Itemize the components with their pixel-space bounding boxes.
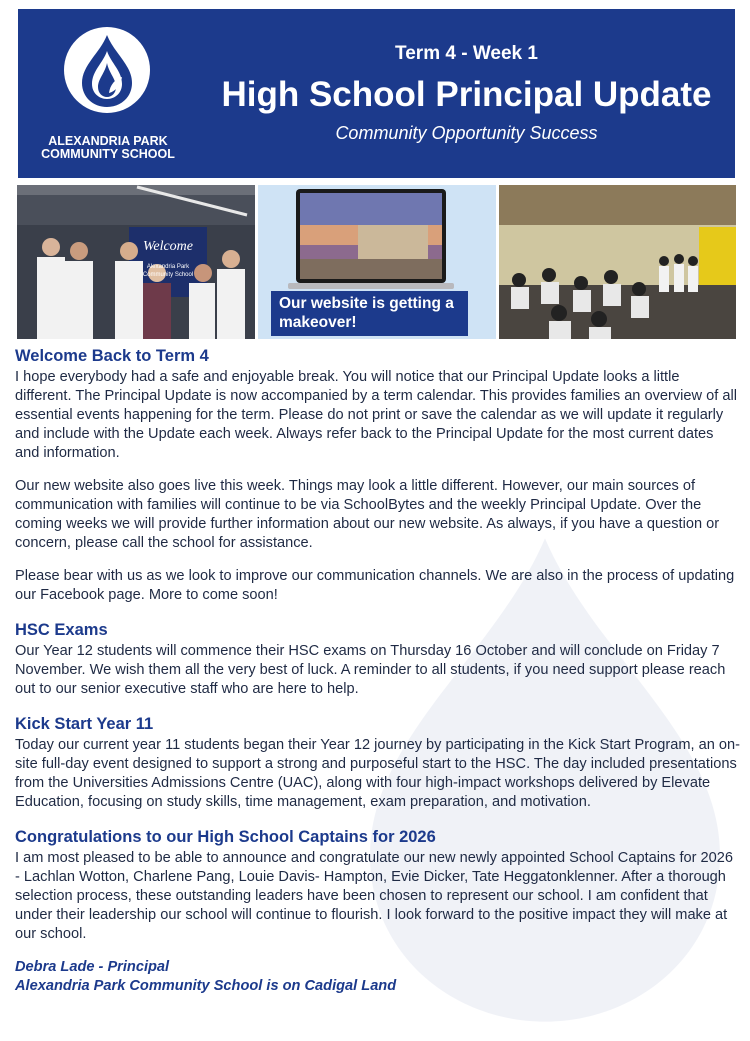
section-heading: Congratulations to our High School Captains for 2026 xyxy=(15,828,436,846)
section-heading: HSC Exams xyxy=(15,621,108,639)
paragraph: I am most pleased to be able to announce and congratulate our new newly appointed School Captains for 2026 - Lachlan Wotton, Charlene Pang, Louie Davis- Hampton, Evie Dicker, Tate Heggatonklenner. After a thorough selection process, these outstanding leaders have been chosen to represent our school. I am confident that under their leadership our school will continue to flourish. I look forward to the positive impact they will make at our school. xyxy=(15,850,734,942)
paragraph: Our new website also goes live this week. Things may look a little different. However, our main sources of communication with families will continue to be via SchoolBytes and the weekly Principal Update. Over the coming weeks we will provide further information about our new website. As always, if you have a question or concern, please call the school for assistance. xyxy=(15,478,720,551)
paragraph: I hope everybody had a safe and enjoyable break. You will notice that our Principal Update looks a little different. The Principal Update is now accompanied by a term calendar. This provides families an overview of all essential events happening for the term. Please do not print or save the calendar as we will update it regularly and include with the Update each week. Always refer back to the Principal Update for the most current dates and information. xyxy=(15,369,737,461)
section-kick-start xyxy=(15,713,740,812)
photo-students-welcome xyxy=(17,185,255,339)
header-banner xyxy=(18,9,735,178)
signature-land: Alexandria Park Community School is on Cadigal Land xyxy=(15,978,397,994)
page-title: High School Principal Update xyxy=(221,75,712,114)
photo-website-laptop xyxy=(258,185,496,339)
welcome-sign-subtext: Alexandria Park Community School xyxy=(142,264,194,278)
section-heading: Kick Start Year 11 xyxy=(15,715,154,733)
term-week: Term 4 - Week 1 xyxy=(395,43,538,64)
tagline: Community Opportunity Success xyxy=(335,123,598,143)
welcome-sign-text: Welcome xyxy=(142,239,194,254)
school-name: ALEXANDRIA PARK COMMUNITY SCHOOL xyxy=(41,134,175,161)
paragraph: Our Year 12 students will commence their HSC exams on Thursday 16 October and will conclude on Friday 7 November. We wish them all the very best of luck. A reminder to all students, if you need support please reach out to our senior executive staff who are here to help. xyxy=(15,643,726,697)
section-captains xyxy=(15,826,740,944)
section-heading: Welcome Back to Term 4 xyxy=(15,347,209,365)
website-banner: Our website is getting a makeover! xyxy=(271,291,468,336)
paragraph: Today our current year 11 students began their Year 12 journey by participating in the Kick Start Program, an on-site full-day event designed to support a strong and purposeful start to the HSC. The day included presentations from the Universities Admissions Centre (UAC), along with four high-impact workshops delivered by Elevate Education, focusing on study skills, time management, exam preparation, and motivation. xyxy=(15,737,740,810)
photo-classroom xyxy=(499,185,736,339)
signature-name: Debra Lade - Principal xyxy=(15,959,170,975)
paragraph: Please bear with us as we look to improve our communication channels. We are also in the process of updating our Facebook page. More to come soon! xyxy=(15,568,735,603)
section-hsc-exams xyxy=(15,619,740,699)
flame-logo-icon xyxy=(64,27,150,113)
section-welcome xyxy=(15,345,740,605)
article-content xyxy=(15,345,740,996)
school-logo xyxy=(64,27,150,113)
